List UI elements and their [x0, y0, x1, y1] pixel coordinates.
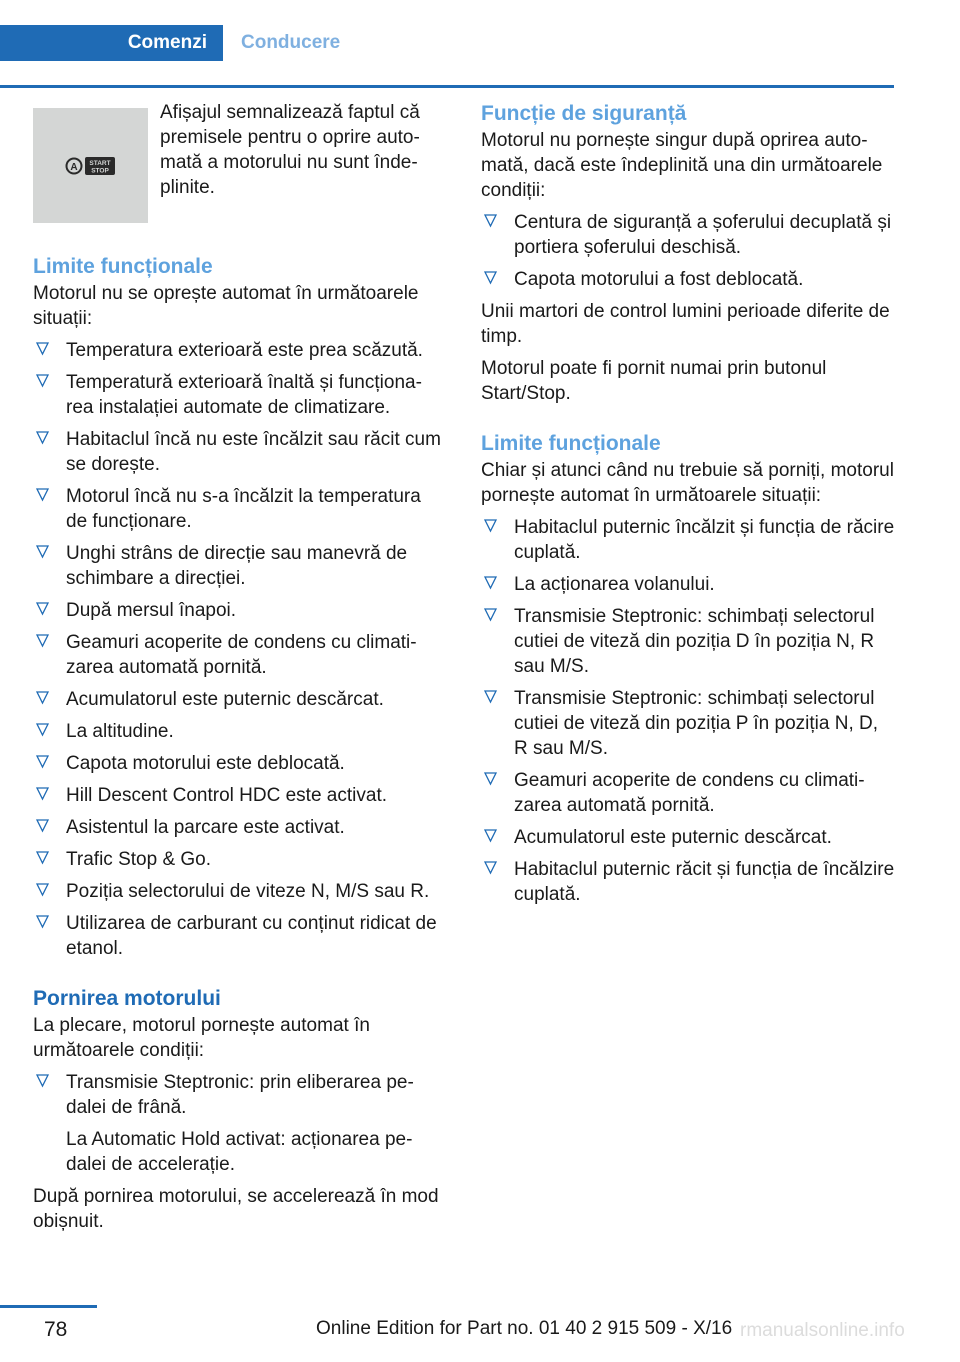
list-item-text: După mersul înapoi.	[66, 600, 237, 621]
edition-note: Online Edition for Part no. 01 40 2 915 509 - X/16	[316, 1318, 733, 1339]
list-item-text: Temperatura exterioară este prea scăzută.	[66, 340, 423, 361]
start-item-note: La Automatic Hold activat: acționarea pedalei de accelerație.	[66, 1129, 413, 1175]
list-item	[33, 427, 443, 477]
triangle-bullet-icon	[35, 722, 50, 737]
safety-note-2: Motorul poate fi pornit numai prin butonul Start/Stop.	[481, 358, 827, 404]
triangle-bullet-icon	[35, 601, 50, 616]
limits-intro-left: Motorul nu se oprește automat în următoarele situații:	[33, 283, 419, 329]
list-item-text: Transmisie Steptronic: schimbați selectorul cutiei de viteză din poziția D în poziția N, R sau M/S.	[514, 606, 875, 677]
triangle-bullet-icon	[35, 850, 50, 865]
auto-start-stop-icon	[65, 154, 117, 178]
header-rule	[0, 85, 894, 88]
triangle-bullet-icon	[483, 270, 498, 285]
triangle-bullet-icon	[35, 487, 50, 502]
list-item-text: La altitudine.	[66, 721, 174, 742]
list-item-text: Geamuri acoperite de condens cu climatizarea automată pornită.	[514, 770, 865, 816]
triangle-bullet-icon	[483, 518, 498, 533]
triangle-bullet-icon	[35, 544, 50, 559]
header-tabs	[0, 25, 894, 61]
list-item-text: Temperatură exterioară înaltă și funcționarea instalației automate de climatizare.	[66, 372, 422, 418]
start-heading: Pornirea motorului	[33, 987, 221, 1010]
triangle-bullet-icon	[35, 754, 50, 769]
list-item	[33, 1070, 443, 1120]
safety-intro: Motorul nu pornește singur după oprirea automată, dacă este îndeplinită una din următoarele condiții:	[481, 130, 883, 201]
triangle-bullet-icon	[483, 575, 498, 590]
start-intro: La plecare, motorul pornește automat în următoarele condiții:	[33, 1015, 370, 1061]
list-item	[481, 825, 896, 850]
triangle-bullet-icon	[483, 607, 498, 622]
list-item	[481, 267, 896, 292]
svg-text:A: A	[69, 161, 78, 173]
triangle-bullet-icon	[35, 633, 50, 648]
start-outro: După pornirea motorului, se accelerează în mod obișnuit.	[33, 1186, 439, 1232]
list-item-text: Poziția selectorului de viteze N, M/S sau R.	[66, 881, 430, 902]
figure-caption: Afișajul semnalizează faptul că premisele pentru o oprire automată a motorului nu sunt îndeplinite.	[160, 102, 420, 198]
list-item	[33, 719, 443, 744]
list-item-text: Centura de siguranță a șoferului decuplată și portiera șoferului deschisă.	[514, 212, 892, 258]
list-item	[33, 911, 443, 961]
list-item-text: Geamuri acoperite de condens cu climatizarea automată pornită.	[66, 632, 417, 678]
triangle-bullet-icon	[35, 430, 50, 445]
safety-note-1: Unii martori de control lumini perioade diferite de timp.	[481, 301, 890, 347]
list-item	[481, 515, 896, 565]
icon-stop-text: STOP	[90, 167, 109, 174]
list-item	[33, 630, 443, 680]
list-item	[33, 338, 443, 363]
start-list	[33, 1070, 443, 1120]
right-column	[481, 100, 896, 914]
list-item-text: Hill Descent Control HDC este activat.	[66, 785, 387, 806]
list-item	[33, 370, 443, 420]
limits-intro-right: Chiar și atunci când nu trebuie să porniți, motorul pornește automat în următoarele situații:	[481, 460, 894, 506]
list-item	[33, 815, 443, 840]
triangle-bullet-icon	[35, 914, 50, 929]
triangle-bullet-icon	[483, 689, 498, 704]
figure-block	[33, 100, 443, 223]
list-item-text: Habitaclul puternic încălzit și funcția de răcire cuplată.	[514, 517, 895, 563]
list-item	[481, 572, 896, 597]
list-item-text: Acumulatorul este puternic descărcat.	[66, 689, 384, 710]
tab-comenzi[interactable]: Comenzi	[0, 25, 223, 61]
limits-heading-left: Limite funcționale	[33, 255, 213, 278]
list-item-text: Capota motorului a fost deblocată.	[514, 269, 804, 290]
triangle-bullet-icon	[35, 373, 50, 388]
list-item	[33, 751, 443, 776]
triangle-bullet-icon	[35, 786, 50, 801]
list-item-text: Unghi strâns de direcție sau manevră de schimbare a direcției.	[66, 543, 408, 589]
icon-start-text: START	[88, 159, 111, 167]
list-item	[33, 847, 443, 872]
limits-heading-right: Limite funcționale	[481, 432, 661, 455]
list-item-text: Utilizarea de carburant cu conținut ridicat de etanol.	[66, 913, 437, 959]
list-item-text: Transmisie Steptronic: prin eliberarea pedalei de frână.	[66, 1072, 414, 1118]
list-item-text: Capota motorului este deblocată.	[66, 753, 345, 774]
list-item-text: Habitaclul puternic răcit și funcția de încălzire cuplată.	[514, 859, 895, 905]
list-item-text: Transmisie Steptronic: schimbați selectorul cutiei de viteză din poziția P în poziția N, D, R sau M/S.	[514, 688, 879, 759]
list-item	[33, 783, 443, 808]
triangle-bullet-icon	[35, 818, 50, 833]
left-column	[33, 100, 443, 1241]
list-item	[33, 687, 443, 712]
triangle-bullet-icon	[35, 341, 50, 356]
list-item	[481, 604, 896, 679]
footer-rule	[0, 1305, 97, 1308]
list-item	[481, 686, 896, 761]
triangle-bullet-icon	[483, 860, 498, 875]
triangle-bullet-icon	[483, 828, 498, 843]
list-item	[481, 857, 896, 907]
list-item	[33, 541, 443, 591]
triangle-bullet-icon	[35, 690, 50, 705]
page-number: 78	[44, 1318, 68, 1341]
list-item-text: Acumulatorul este puternic descărcat.	[514, 827, 832, 848]
safety-list	[481, 210, 896, 292]
triangle-bullet-icon	[483, 771, 498, 786]
triangle-bullet-icon	[35, 882, 50, 897]
list-item	[33, 598, 443, 623]
figure-image	[33, 108, 148, 223]
triangle-bullet-icon	[483, 213, 498, 228]
safety-heading: Funcție de siguranță	[481, 102, 687, 125]
triangle-bullet-icon	[35, 1073, 50, 1088]
list-item-text: Habitaclul încă nu este încălzit sau răcit cum se dorește.	[66, 429, 441, 475]
list-item	[33, 879, 443, 904]
tab-conducere[interactable]: Conducere	[241, 32, 341, 53]
list-item-text: La acționarea volanului.	[514, 574, 715, 595]
list-item	[33, 484, 443, 534]
list-item	[481, 768, 896, 818]
list-item-text: Asistentul la parcare este activat.	[66, 817, 345, 838]
limits-list-right	[481, 515, 896, 907]
watermark: rmanualsonline.info	[740, 1320, 905, 1341]
list-item	[481, 210, 896, 260]
list-item-text: Trafic Stop & Go.	[66, 849, 212, 870]
list-item-text: Motorul încă nu s-a încălzit la temperatura de funcționare.	[66, 486, 421, 532]
limits-list-left	[33, 338, 443, 961]
